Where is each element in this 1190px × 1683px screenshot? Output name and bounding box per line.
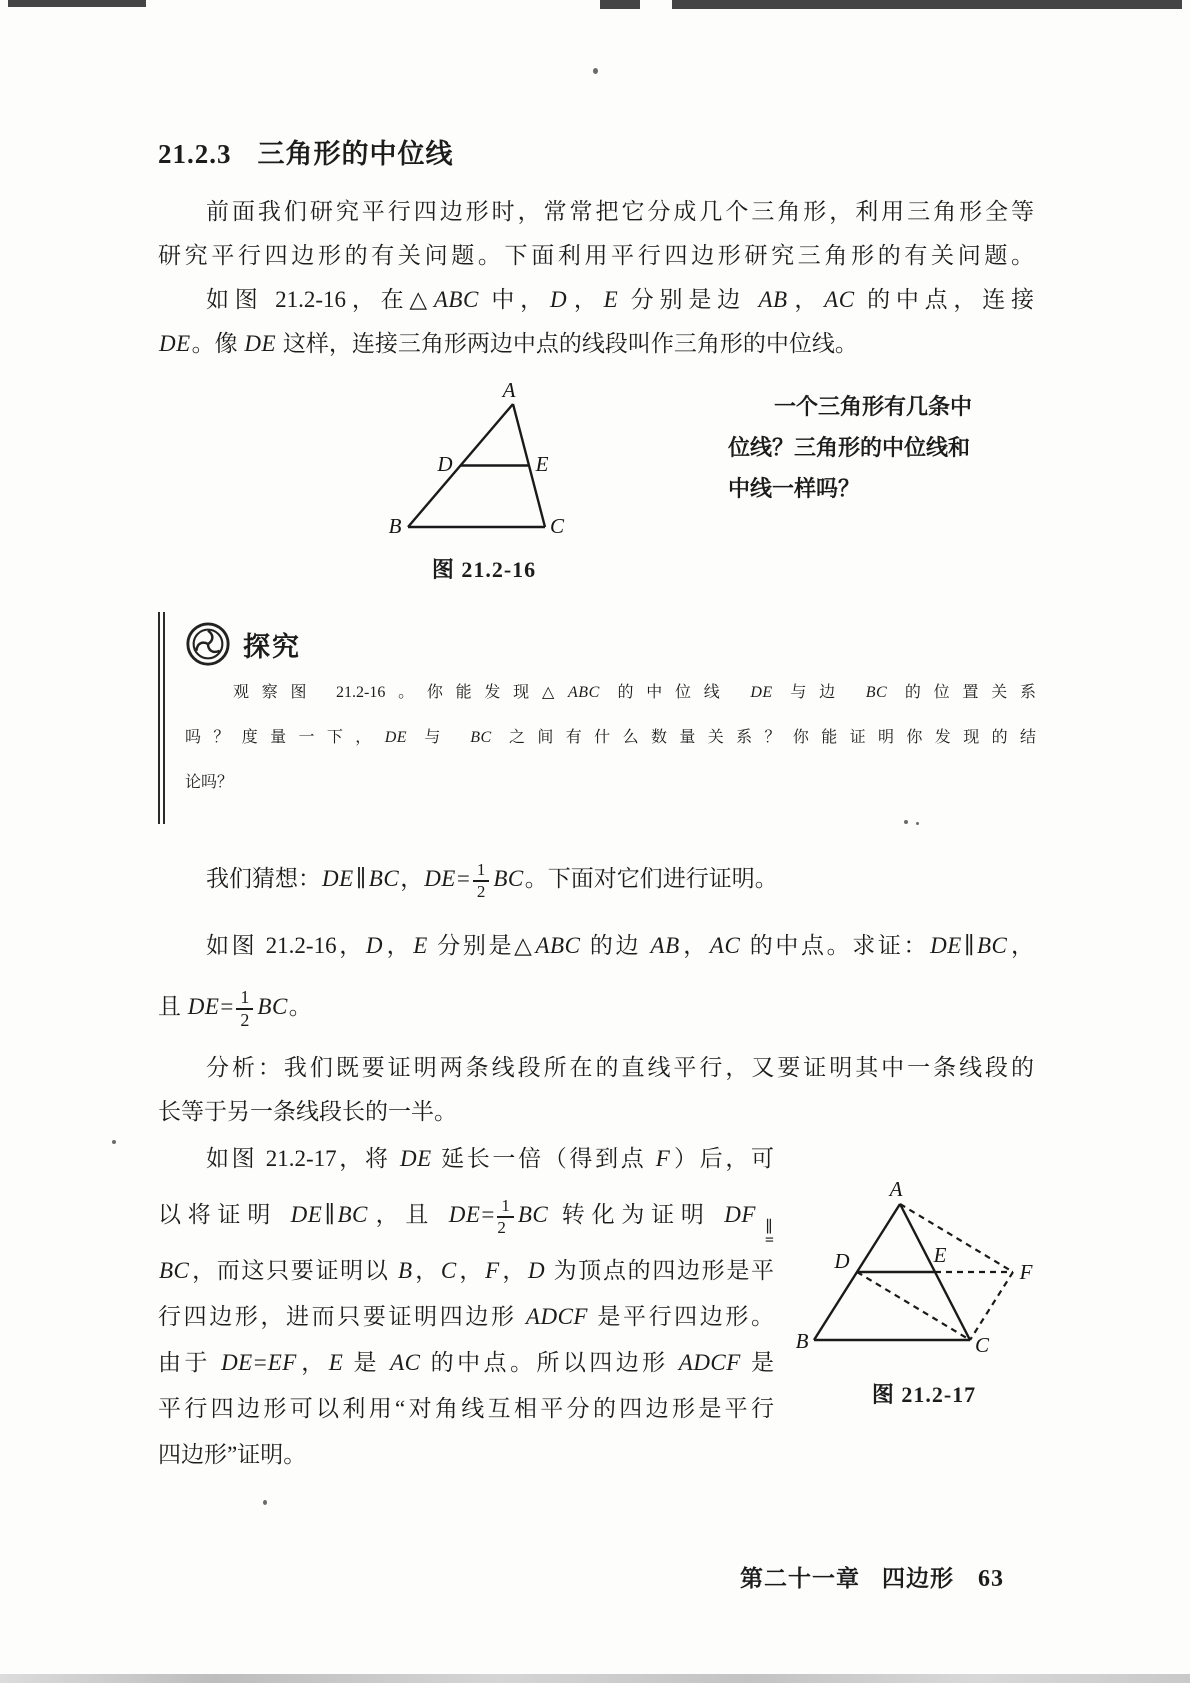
explore-text-line: 论吗？ xyxy=(185,774,234,791)
equals-sign: = xyxy=(220,994,234,1019)
text-run: 的边 xyxy=(581,933,650,958)
note-line: 位线？三角形的中位线和 xyxy=(728,435,971,460)
vertex-label-a: A xyxy=(889,1180,903,1201)
math-run: ABC xyxy=(568,684,600,701)
figure-21-2-16 xyxy=(370,382,598,584)
equal-part: = xyxy=(764,1232,774,1248)
vertex-label-c: C xyxy=(549,514,565,534)
text-run: 分别是边 xyxy=(619,287,758,312)
fraction-denominator: 2 xyxy=(240,1009,250,1030)
math-run: DE xyxy=(159,331,191,356)
math-run: ABC xyxy=(433,287,479,312)
text-run: 是平行四边形。 xyxy=(588,1304,774,1329)
math-run: DE xyxy=(322,866,354,891)
text-run: 由于 xyxy=(158,1350,221,1375)
spiral-rosette-icon xyxy=(185,621,231,667)
figure-caption: 图 21.2-16 xyxy=(431,557,537,582)
vertex-label-e: E xyxy=(933,1243,947,1267)
scan-edge-shadow xyxy=(0,1674,1190,1683)
body-text-line: 研究平行四边形的有关问题。下面利用平行四边形研究三角形的有关问题。 xyxy=(158,243,1034,268)
text-run: 。下面对它们进行证明。 xyxy=(524,866,778,891)
text-run: ， xyxy=(413,1258,440,1283)
text-run: 与边 xyxy=(773,684,865,701)
parallel-equal-symbol xyxy=(765,1220,774,1248)
math-run: DE xyxy=(400,1146,432,1171)
body-text-line xyxy=(158,1294,774,1340)
fraction-one-half xyxy=(236,988,253,1030)
text-run: 是 xyxy=(741,1350,774,1375)
fraction-numerator: 1 xyxy=(497,1197,514,1218)
math-run: DE xyxy=(750,684,773,701)
text-run: 转化为证明 xyxy=(549,1202,724,1227)
equals-sign: = xyxy=(253,1350,267,1375)
text-run: 的中点，连接 xyxy=(855,287,1034,312)
text-run: 我们猜想： xyxy=(206,866,321,891)
scan-artifact-bar xyxy=(600,0,640,9)
margin-note xyxy=(728,386,1040,509)
math-run: D xyxy=(365,933,383,958)
given-prove-paragraph xyxy=(158,924,1034,968)
text-run: ， xyxy=(384,933,413,958)
text-run: ， xyxy=(788,287,824,312)
body-text-line xyxy=(158,924,1034,968)
prove-equation-line xyxy=(158,972,1034,1042)
triangle-diagram-17 xyxy=(792,1180,1056,1358)
page-footer xyxy=(740,1560,1004,1593)
math-run: ADCF xyxy=(525,1304,588,1329)
vertex-label-d: D xyxy=(437,452,453,476)
text-run: ，而这只要证明以 xyxy=(190,1258,397,1283)
math-run: E xyxy=(413,933,428,958)
text-run: 行四边形，进而只要证明四边形 xyxy=(158,1304,525,1329)
scan-speck xyxy=(593,68,598,74)
explore-box xyxy=(158,612,1036,824)
vertex-label-d: D xyxy=(834,1249,850,1273)
math-run: AC xyxy=(824,287,855,312)
math-run: DE xyxy=(187,994,220,1019)
body-text-line xyxy=(158,1136,774,1182)
math-run: E xyxy=(603,287,619,312)
text-run: 是 xyxy=(344,1350,390,1375)
triangle-diagram-16 xyxy=(373,382,595,534)
math-run: B xyxy=(397,1258,413,1283)
body-text-line xyxy=(158,278,1034,322)
text-run: 中， xyxy=(479,287,549,312)
vertex-label-b: B xyxy=(795,1329,809,1353)
explore-text-line xyxy=(185,715,1036,760)
text-run: 为顶点的四边形是平 xyxy=(546,1258,774,1283)
vertex-label-b: B xyxy=(388,514,402,534)
note-line: 中线一样吗？ xyxy=(728,476,861,501)
math-run: DE xyxy=(424,866,456,891)
text-run: 且 xyxy=(158,994,187,1019)
page-number: 63 xyxy=(978,1566,1004,1592)
equals-sign: = xyxy=(456,866,470,891)
paragraph-definition xyxy=(158,278,1034,366)
paragraph-intro xyxy=(158,190,1034,278)
text-run: 。像 xyxy=(191,331,244,356)
math-run: AB xyxy=(650,933,680,958)
body-text-line xyxy=(158,1248,774,1294)
math-run: D xyxy=(549,287,568,312)
text-run: ， xyxy=(680,933,709,958)
math-run: DE xyxy=(244,331,277,356)
math-run: BC xyxy=(865,684,888,701)
section-heading xyxy=(158,132,454,171)
math-run: DE xyxy=(448,1202,481,1227)
math-run: AC xyxy=(390,1350,421,1375)
text-run: ， xyxy=(500,1258,528,1283)
text-run: ， xyxy=(457,1258,485,1283)
math-run: BC xyxy=(976,933,1008,958)
proof-section xyxy=(158,1136,1036,1478)
parallel-symbol: ∥ xyxy=(324,1202,336,1227)
math-run: BC xyxy=(470,729,492,746)
text-run: ， xyxy=(297,1350,328,1375)
fraction-denominator: 2 xyxy=(497,1217,506,1237)
text-run: 之间有什么数量关系？你能证明你发现的结 xyxy=(492,729,1036,746)
figure-caption: 图 21.2-17 xyxy=(871,1382,977,1407)
text-run: 的中位线 xyxy=(600,684,750,701)
explore-text-line xyxy=(185,670,1036,715)
text-run: 如图 21.2-16， xyxy=(206,933,365,958)
body-text-line xyxy=(158,322,1034,366)
vertex-label-c: C xyxy=(974,1333,990,1357)
scan-speck xyxy=(112,1140,116,1144)
text-run: 的位置关系 xyxy=(888,684,1036,701)
scan-speck xyxy=(263,1500,267,1505)
body-text-line xyxy=(158,1340,774,1386)
math-run: F xyxy=(485,1258,500,1283)
parallel-symbol: ∥ xyxy=(963,933,975,958)
fraction-numerator: 1 xyxy=(236,988,253,1010)
math-run: BC xyxy=(337,1202,368,1227)
scan-artifact-bar xyxy=(672,0,1182,9)
body-text-line: 平行四边形可以利用“对角线互相平分的四边形是平行 xyxy=(158,1396,774,1421)
text-run: 以将证明 xyxy=(158,1202,290,1227)
text-run: 如图 21.2-17，将 xyxy=(206,1146,400,1171)
math-run: DF xyxy=(724,1202,756,1227)
vertex-label-f: F xyxy=(1019,1260,1033,1284)
equals-sign: = xyxy=(481,1202,495,1227)
math-run: EF xyxy=(267,1350,297,1375)
parallel-part: ∥ xyxy=(765,1219,774,1237)
body-text-line: 四边形”证明。 xyxy=(158,1442,307,1467)
fraction-one-half xyxy=(473,861,490,901)
math-run: DE xyxy=(384,729,408,746)
segment-fc xyxy=(970,1272,1013,1340)
fraction-denominator: 2 xyxy=(476,881,486,901)
math-run: AB xyxy=(758,287,788,312)
fraction-one-half xyxy=(497,1197,514,1237)
text-run: 的中点。求证： xyxy=(741,933,930,958)
math-run: BC xyxy=(159,1258,190,1283)
math-run: BC xyxy=(257,994,288,1019)
math-run: ABC xyxy=(535,933,581,958)
conjecture-line xyxy=(158,848,1082,910)
text-run: 这样，连接三角形两边中点的线段叫作三角形的中位线。 xyxy=(277,331,858,356)
scan-artifact-bar xyxy=(8,0,146,7)
text-run: 分别是△ xyxy=(428,933,535,958)
math-run: AC xyxy=(709,933,741,958)
text-run: ， xyxy=(1008,933,1034,958)
fraction-numerator: 1 xyxy=(473,861,490,882)
text-run: 的中点。所以四边形 xyxy=(421,1350,678,1375)
triangle-abc xyxy=(408,404,545,527)
text-run: ，且 xyxy=(368,1202,448,1227)
text-run: 吗？度量一下， xyxy=(185,729,384,746)
text-run: 延长一倍（得到点 xyxy=(432,1146,655,1171)
text-run: ， xyxy=(400,866,424,891)
parallel-symbol: ∥ xyxy=(355,866,367,891)
explore-title: 探究 xyxy=(243,631,301,662)
math-run: D xyxy=(528,1258,546,1283)
figure-21-2-17 xyxy=(788,1180,1060,1409)
math-run: ADCF xyxy=(678,1350,741,1375)
body-text-line: 长等于另一条线段长的一半。 xyxy=(158,1099,457,1124)
body-text-line xyxy=(158,1182,774,1248)
section-number: 21.2.3 xyxy=(158,139,232,169)
vertex-label-a: A xyxy=(502,382,516,402)
explore-header xyxy=(185,618,1036,670)
math-run: DE xyxy=(221,1350,253,1375)
body-text-line: 前面我们研究平行四边形时，常常把它分成几个三角形，利用三角形全等 xyxy=(206,199,1034,224)
text-run: 。 xyxy=(288,994,312,1019)
text-run: 观察图 21.2-16。你能发现△ xyxy=(233,684,568,701)
math-run: DE xyxy=(930,933,962,958)
body-text-line: 分析：我们既要证明两条线段所在的直线平行，又要证明其中一条线段的 xyxy=(206,1055,1034,1080)
text-run: 与 xyxy=(408,729,470,746)
math-run: DE xyxy=(290,1202,323,1227)
math-run: BC xyxy=(493,866,524,891)
math-run: BC xyxy=(368,866,400,891)
analysis-paragraph xyxy=(158,1046,1034,1134)
text-run: ）后，可 xyxy=(671,1146,774,1171)
math-run: F xyxy=(655,1146,671,1171)
math-run: C xyxy=(440,1258,457,1283)
footer-section: 四边形 xyxy=(882,1566,954,1591)
math-run: E xyxy=(328,1350,344,1375)
footer-chapter: 第二十一章 xyxy=(740,1566,860,1591)
note-line: 一个三角形有几条中 xyxy=(774,394,973,419)
section-title: 三角形的中位线 xyxy=(257,139,454,169)
math-run: BC xyxy=(517,1202,549,1227)
text-run: 如图 21.2-16，在△ xyxy=(206,287,433,312)
text-run: ， xyxy=(568,287,603,312)
vertex-label-e: E xyxy=(535,452,549,476)
